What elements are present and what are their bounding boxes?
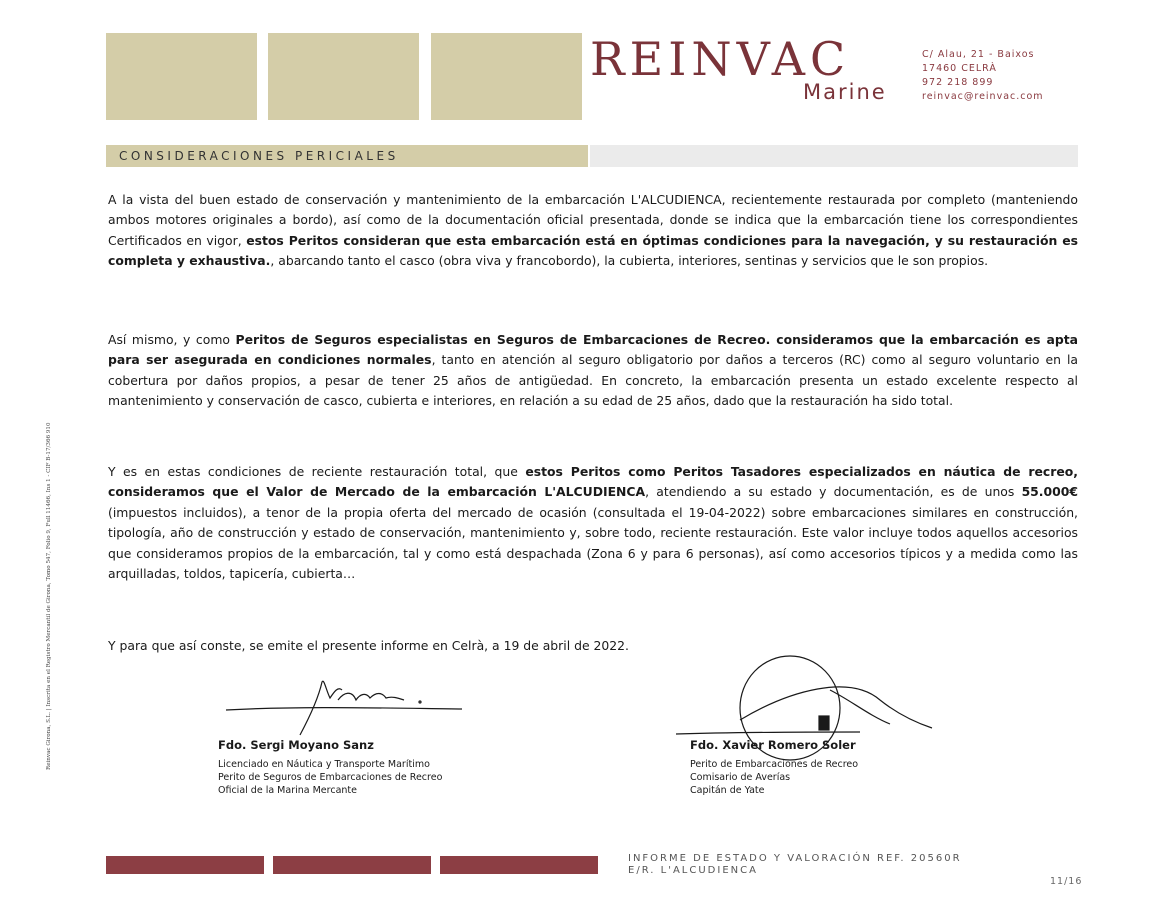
contact-email: reinvac@reinvac.com	[922, 91, 1044, 102]
paragraph-2-text-c: , tanto en atención al seguro obligatorio por daños a terceros (RC) como al seguro voluntario en la cobertura por daños propios, a pesar de tener 25 años de antigüedad. En concreto, la embarcación presenta un estado excelente respecto al mantenimiento y conservación de casco, cubierta e interiores, en relación a su edad de 25 años, dado que la restauración ha sido total.	[108, 352, 1078, 409]
paragraph-3-bold: estos Peritos como Peritos Tasadores especializados en náutica de recreo, consideramos que el Valor de Mercado de la embarcación L'ALCUDIENCA	[108, 464, 1078, 500]
paragraph-1-text-a: A la vista del buen estado de conservación y mantenimiento de la embarcación L'ALCUDIENCA, recientemente restaurada por completo (manteniendo ambos motores originales a bordo), así como de la documentación oficial presentada, donde se indica que la embarcación tiene los correspondientes Certificados en vigor,	[108, 192, 1078, 248]
footer-report-ref	[628, 853, 962, 877]
closing-statement: Y para que así conste, se emite el presente informe en Celrà, a 19 de abril de 2022.	[108, 638, 629, 653]
signatory-right-title-3: Capitán de Yate	[690, 785, 765, 796]
paragraph-1-bold: estos Peritos consideran que esta embarcación está en óptimas condiciones para la navegación, y su restauración es completa y exhaustiva.	[108, 232, 1079, 269]
paragraph-2-bold: Peritos de Seguros especialistas en Seguros de Embarcaciones de Recreo. consideramos que la embarcación es apta para ser asegurada en condiciones normales	[108, 332, 1078, 368]
signatory-right-title-2: Comisario de Averías	[690, 772, 791, 783]
signatory-left-title-3: Oficial de la Marina Mercante	[218, 785, 357, 796]
contact-address: C/ Alau, 21 - Baixos	[922, 49, 1035, 60]
signatory-left-name: Fdo. Sergi Moyano Sanz	[218, 738, 374, 752]
logo-title: REINVAC	[590, 32, 851, 86]
footer-decor-bar-3	[440, 856, 598, 874]
paragraph-1-text-c: , abarcando tanto el casco (obra viva y francobordo), la cubierta, interiores, sentinas y servicios que le son propios.	[270, 253, 989, 269]
footer-line-1: INFORME DE ESTADO Y VALORACIÓN REF. 20560R	[628, 853, 962, 864]
footer-line-2: E/R. L'ALCUDIENCA	[628, 865, 758, 876]
signatory-left-titles	[218, 758, 442, 797]
registry-sidenote: Reinvac Girona, S.L. | Inscrita en el Registro Mercantil de Girona, Tomo 547, Folio 9, Full 11466, Ins 1 - CIF B-17/366 910	[46, 422, 52, 770]
section-title: CONSIDERACIONES PERICIALES	[119, 149, 399, 163]
paragraph-2-text-a: Así mismo, y como	[108, 332, 236, 347]
paragraph-3-text-c: , atendiendo a su estado y documentación, es de unos	[645, 484, 1022, 500]
signatory-right-title-1: Perito de Embarcaciones de Recreo	[690, 759, 859, 770]
footer-decor-bar-1	[106, 856, 264, 874]
signatory-left	[218, 738, 442, 797]
market-value: 55.000€	[1021, 484, 1078, 500]
page-number: 11/16	[1050, 876, 1083, 887]
signatory-right	[690, 738, 858, 797]
paragraph-3-text-a: Y es en estas condiciones de reciente restauración total, que	[108, 464, 526, 479]
logo-subtitle: Marine	[803, 80, 887, 104]
footer-decor-bar-2	[273, 856, 431, 874]
signatory-right-name: Fdo. Xavier Romero Soler	[690, 738, 856, 752]
contact-phone: 972 218 899	[922, 77, 994, 88]
signatory-right-titles	[690, 758, 858, 797]
signature-left	[226, 681, 462, 735]
contact-city: 17460 CELRÀ	[922, 63, 997, 74]
signatory-left-title-1: Licenciado en Náutica y Transporte Marítimo	[218, 759, 430, 770]
signatory-left-title-2: Perito de Seguros de Embarcaciones de Recreo	[218, 772, 443, 783]
paragraph-3-text-e: (impuestos incluidos), a tenor de la propia oferta del mercado de ocasión (consultada el 19-04-2022) sobre embarcaciones similares en construcción, tipología, año de construcción y estado de conservación, mantenimiento y, sobre todo, reciente restauración. Este valor incluye todos aquellos accesorios que consideramos propios de la embarcación, tal y como está despachada (Zona 6 y para 6 personas), así como accesorios típicos y a medida como las arquilladas, toldos, tapicería, cubierta…	[108, 504, 1078, 582]
